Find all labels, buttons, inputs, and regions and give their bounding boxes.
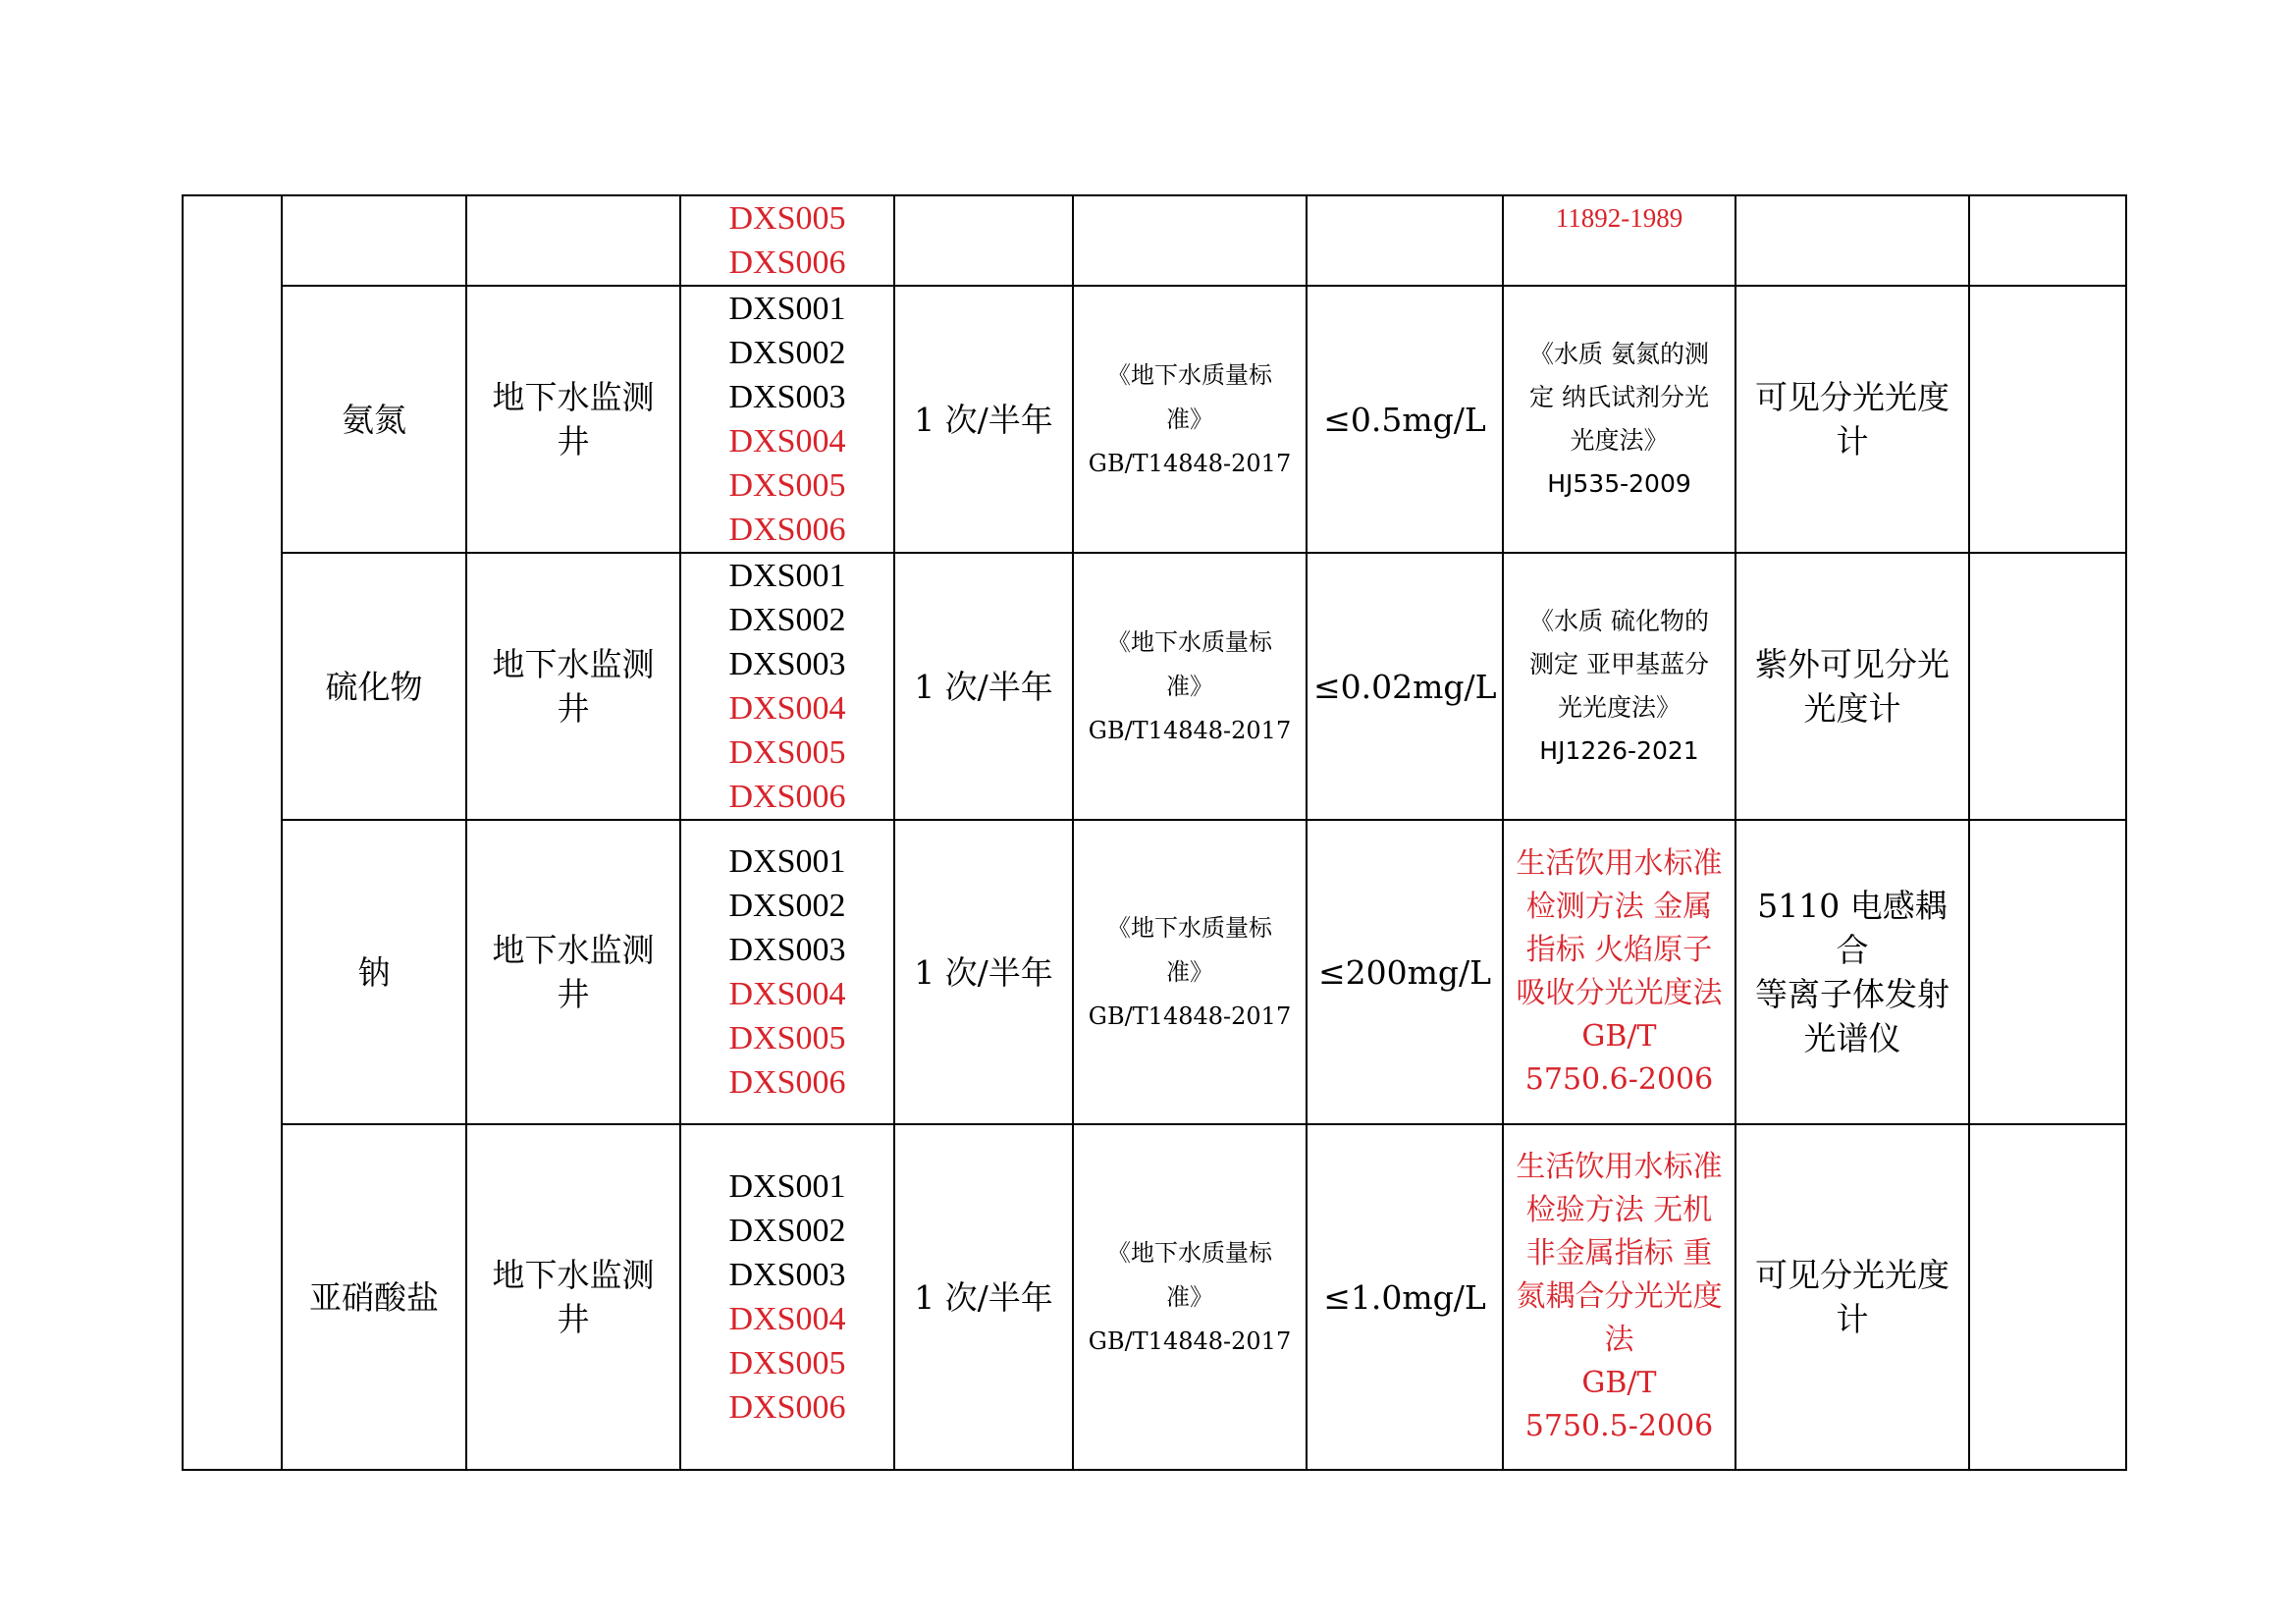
point-code: DXS005 [728,734,846,771]
note-cell [1969,820,2126,1124]
instrument-cell [1735,553,1969,820]
standard-line: GB/T14848-2017 [1088,1326,1292,1355]
location-line: 井 [557,975,590,1013]
location-line: 井 [557,1300,590,1338]
method-line: 11892-1989 [1555,203,1683,233]
frequency-cell: 1 次/半年 [894,820,1073,1124]
standard-cell [1073,820,1307,1124]
instrument-line: 可见分光光度 [1755,378,1949,416]
method-line: 检验方法 无机 [1525,1193,1713,1227]
method-line: 5750.5-2006 [1524,1409,1714,1443]
point-code: DXS003 [728,379,846,415]
method-line: 检测方法 金属 [1525,890,1713,924]
location-line: 地下水监测 [492,645,655,683]
instrument-line: 5110 电感耦合 [1757,887,1948,969]
method-line: 定 纳氏试剂分光 [1529,383,1709,411]
location-cell [466,820,680,1124]
location-line: 井 [557,422,590,460]
table-row [183,286,2126,553]
frequency-cell [894,195,1073,286]
method-line: 吸收分光光度法 [1516,976,1723,1010]
standard-line: GB/T14848-2017 [1088,1001,1292,1030]
point-code: DXS006 [728,1389,846,1426]
point-code: DXS005 [728,1020,846,1056]
location-cell [466,553,680,820]
point-code: DXS001 [728,291,846,327]
instrument-line: 可见分光光度 [1755,1256,1949,1294]
method-line: 测定 亚甲基蓝分 [1529,650,1709,678]
limit-cell: ≤200mg/L [1307,820,1503,1124]
method-line: 5750.6-2006 [1524,1062,1714,1097]
method-line: 《水质 氨氮的测 [1529,340,1709,368]
point-code: DXS004 [728,423,846,460]
table-row [183,553,2126,820]
standard-line: 准》 [1166,405,1213,433]
category-cell [183,195,282,1470]
points-cell [680,1124,894,1470]
method-line: 《水质 硫化物的 [1529,607,1709,635]
standard-line: 《地下水质量标 [1107,913,1272,942]
method-line: HJ535-2009 [1547,469,1691,498]
instrument-line: 计 [1836,1300,1869,1338]
instrument-cell [1735,820,1969,1124]
note-cell [1969,553,2126,820]
standard-cell [1073,1124,1307,1470]
points-cell [680,553,894,820]
instrument-line: 等离子体发射 [1755,975,1949,1013]
standard-cell [1073,195,1307,286]
point-code: DXS006 [728,244,846,281]
standard-cell [1073,286,1307,553]
method-cell [1503,553,1735,820]
point-code: DXS002 [728,888,846,924]
standard-line: GB/T14848-2017 [1088,449,1292,477]
instrument-line: 光度计 [1803,689,1901,728]
item-cell: 硫化物 [282,553,466,820]
item-cell [282,195,466,286]
point-code: DXS001 [728,558,846,594]
point-code: DXS003 [728,1257,846,1293]
instrument-line: 计 [1836,422,1869,460]
item-cell: 钠 [282,820,466,1124]
method-line: 氮耦合分光光度 [1516,1279,1723,1314]
point-code: DXS006 [728,1064,846,1101]
points-cell [680,195,894,286]
limit-cell: ≤0.02mg/L [1307,553,1503,820]
point-code: DXS004 [728,1301,846,1337]
table-row [183,820,2126,1124]
instrument-cell [1735,286,1969,553]
location-line: 地下水监测 [492,378,655,416]
point-code: DXS004 [728,690,846,727]
point-code: DXS006 [728,779,846,815]
frequency-cell: 1 次/半年 [894,286,1073,553]
note-cell [1969,286,2126,553]
method-line: 指标 火焰原子 [1525,933,1713,967]
point-code: DXS001 [728,843,846,880]
standard-line: GB/T14848-2017 [1088,716,1292,744]
table-row [183,1124,2126,1470]
location-cell [466,1124,680,1470]
points-cell [680,286,894,553]
method-line: 生活饮用水标准 [1516,1150,1723,1184]
method-line: 光度法》 [1570,426,1669,455]
frequency-cell: 1 次/半年 [894,553,1073,820]
point-code: DXS003 [728,932,846,968]
method-line: GB/T [1581,1366,1657,1400]
point-code: DXS006 [728,512,846,548]
location-cell [466,195,680,286]
point-code: DXS005 [728,467,846,504]
limit-cell: ≤1.0mg/L [1307,1124,1503,1470]
instrument-cell [1735,195,1969,286]
standard-line: 《地下水质量标 [1107,1238,1272,1267]
instrument-line: 光谱仪 [1803,1019,1901,1057]
method-cell [1503,286,1735,553]
method-line: GB/T [1581,1019,1657,1054]
item-cell: 亚硝酸盐 [282,1124,466,1470]
method-cell [1503,1124,1735,1470]
method-cell [1503,195,1735,286]
location-line: 井 [557,689,590,728]
method-line: 法 [1604,1323,1634,1357]
points-cell [680,820,894,1124]
point-code: DXS005 [728,1345,846,1381]
point-code: DXS001 [728,1168,846,1205]
method-cell [1503,820,1735,1124]
standard-line: 《地下水质量标 [1107,627,1272,656]
limit-cell: ≤0.5mg/L [1307,286,1503,553]
table-row [183,195,2126,286]
location-line: 地下水监测 [492,1256,655,1294]
location-cell [466,286,680,553]
instrument-cell [1735,1124,1969,1470]
method-line: HJ1226-2021 [1539,736,1699,765]
limit-cell [1307,195,1503,286]
note-cell [1969,1124,2126,1470]
standard-line: 《地下水质量标 [1107,360,1272,389]
point-code: DXS005 [728,200,846,237]
point-code: DXS004 [728,976,846,1012]
instrument-line: 紫外可见分光 [1755,645,1949,683]
standard-line: 准》 [1166,672,1213,700]
item-cell: 氨氮 [282,286,466,553]
point-code: DXS002 [728,1213,846,1249]
point-code: DXS002 [728,335,846,371]
standard-cell [1073,553,1307,820]
monitoring-table [182,194,2127,1471]
frequency-cell: 1 次/半年 [894,1124,1073,1470]
standard-line: 准》 [1166,1282,1213,1311]
location-line: 地下水监测 [492,931,655,969]
method-line: 光光度法》 [1557,693,1681,722]
method-line: 非金属指标 重 [1525,1236,1713,1271]
method-line: 生活饮用水标准 [1516,846,1723,881]
standard-line: 准》 [1166,957,1213,986]
note-cell [1969,195,2126,286]
point-code: DXS003 [728,646,846,682]
point-code: DXS002 [728,602,846,638]
